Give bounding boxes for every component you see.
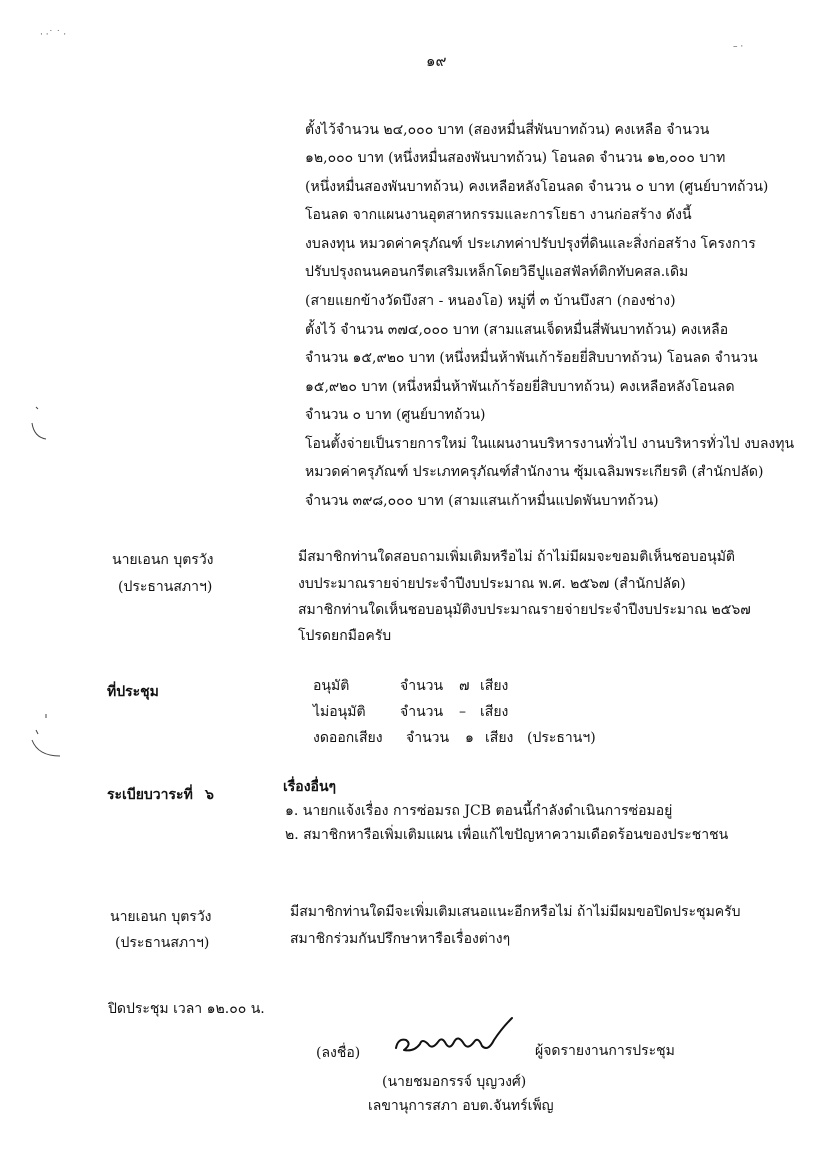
chair-statement-line: งบประมาณรายจ่ายประจำปีงบประมาณ พ.ศ. ๒๕๖๗ (สำนักปลัด) xyxy=(298,576,686,592)
vote-unit: เสียง xyxy=(480,704,509,720)
transfer-line: จำนวน ๐ บาท (ศูนย์บาทถ้วน) xyxy=(305,407,486,423)
vote-label-abstain: งดออกเสียง xyxy=(313,730,383,746)
vote-count-label: จำนวน xyxy=(400,704,444,720)
scan-noise-top-right: – · xyxy=(733,42,744,52)
scan-noise-top-left: · ·˙ ˙ · xyxy=(40,30,67,40)
vote-count-label: จำนวน xyxy=(400,678,444,694)
vote-unit: เสียง xyxy=(485,730,514,746)
transfer-line: ๑๕,๙๒๐ บาท (หนึ่งหมื่นห้าพันเก้าร้อยยี่สิบบาทถ้วน) คงเหลือหลังโอนลด xyxy=(305,379,735,395)
signatory-title: เลขานุการสภา อบต.จันทร์เพ็ญ xyxy=(368,1098,554,1114)
vote-label-approve: อนุมัติ xyxy=(313,678,350,694)
vote-note: (ประธานฯ) xyxy=(527,730,596,746)
agenda-item: ๒. สมาชิกหารือเพิ่มเติมแผน เพื่อแก้ไขปัญหาความเดือดร้อนของประชาชน xyxy=(285,827,729,843)
signatory-name: (นายชมอกรรจ์ บุญวงศ์) xyxy=(382,1074,527,1090)
transfer-line: โอนตั้งจ่ายเป็นรายการใหม่ ในแผนงานบริหารงานทั่วไป งานบริหารทั่วไป งบลงทุน xyxy=(305,436,795,452)
vote-count: – xyxy=(459,704,466,720)
transfer-line: โอนลด จากแผนงานอุตสาหกรรมและการโยธา งานก่อสร้าง ดังนี้ xyxy=(305,207,692,223)
vote-heading: ที่ประชุม xyxy=(107,684,159,700)
handwritten-signature xyxy=(392,1014,516,1060)
signature-role: ผู้จดรายงานการประชุม xyxy=(535,1043,675,1059)
agenda-label: ระเบียบวาระที่ xyxy=(107,787,193,803)
chair-statement-line: มีสมาชิกท่านใดสอบถามเพิ่มเติมหรือไม่ ถ้าไม่มีผมจะขอมติเห็นชอบอนุมัติ xyxy=(298,549,736,565)
transfer-line: จำนวน ๑๕,๙๒๐ บาท (หนึ่งหมื่นห้าพันเก้าร้อยยี่สิบบาทถ้วน) โอนลด จำนวน xyxy=(305,350,758,366)
transfer-line: (หนึ่งหมื่นสองพันบาทถ้วน) คงเหลือหลังโอนลด จำนวน ๐ บาท (ศูนย์บาทถ้วน) xyxy=(305,179,769,195)
signature-prefix: (ลงชื่อ) xyxy=(316,1045,361,1061)
transfer-line: ตั้งไว้จำนวน ๒๔,๐๐๐ บาท (สองหมื่นสี่พันบาทถ้วน) คงเหลือ จำนวน xyxy=(305,122,710,138)
agenda-number: ๖ xyxy=(205,787,214,803)
transfer-line: ปรับปรุงถนนคอนกรีตเสริมเหล็กโดยวิธีปูแอสฟัลท์ติกทับคสล.เดิม xyxy=(305,264,689,280)
chair-closing-line: มีสมาชิกท่านใดมีจะเพิ่มเติมเสนอแนะอีกหรือไม่ ถ้าไม่มีผมขอปิดประชุมครับ xyxy=(290,904,741,920)
agenda-title: เรื่องอื่นๆ xyxy=(283,779,337,795)
vote-count-label: จำนวน xyxy=(406,730,450,746)
transfer-line: หมวดค่าครุภัณฑ์ ประเภทครุภัณฑ์สำนักงาน ซุ้มเฉลิมพระเกียรติ (สำนักปลัด) xyxy=(305,464,764,480)
page-number: ๑๙ xyxy=(426,52,447,70)
vote-label-reject: ไม่อนุมัติ xyxy=(313,704,366,720)
transfer-line: ตั้งไว้ จำนวน ๓๗๔,๐๐๐ บาท (สามแสนเจ็ดหมื่นสี่พันบาทถ้วน) คงเหลือ xyxy=(305,322,729,338)
speaker-role: (ประธานสภาฯ) xyxy=(118,579,213,595)
transfer-line: (สายแยกข้างวัดบึงสา - หนองโอ) หมู่ที่ ๓ บ้านบึงสา (กองช่าง) xyxy=(305,293,676,309)
vote-count: ๑ xyxy=(465,730,474,746)
meeting-closing-time: ปิดประชุม เวลา ๑๒.๐๐ น. xyxy=(108,1001,265,1017)
vote-unit: เสียง xyxy=(480,678,509,694)
speaker-name: นายเอนก บุตรวัง xyxy=(112,552,214,568)
vote-count: ๗ xyxy=(459,678,470,694)
scan-mark-left xyxy=(26,405,56,445)
chair-closing-line: สมาชิกร่วมกันปรึกษาหารือเรื่องต่างๆ xyxy=(290,931,511,947)
speaker-name: นายเอนก บุตรวัง xyxy=(110,909,212,925)
speaker-role: (ประธานสภาฯ) xyxy=(115,935,210,951)
agenda-item: ๑. นายกแจ้งเรื่อง การซ่อมรถ JCB ตอนนี้กำลังดำเนินการซ่อมอยู่ xyxy=(285,803,673,819)
chair-statement-line: สมาชิกท่านใดเห็นชอบอนุมัติงบประมาณรายจ่ายประจำปีงบประมาณ ๒๕๖๗ xyxy=(298,602,751,618)
transfer-line: งบลงทุน หมวดค่าครุภัณฑ์ ประเภทค่าปรับปรุงที่ดินและสิ่งก่อสร้าง โครงการ xyxy=(305,236,756,252)
transfer-line: จำนวน ๓๙๘,๐๐๐ บาท (สามแสนเก้าหมื่นแปดพันบาทถ้วน) xyxy=(305,493,659,509)
chair-statement-line: โปรดยกมือครับ xyxy=(298,628,392,644)
scan-mark-left-2 xyxy=(24,710,64,760)
transfer-line: ๑๒,๐๐๐ บาท (หนึ่งหมื่นสองพันบาทถ้วน) โอนลด จำนวน ๑๒,๐๐๐ บาท xyxy=(305,150,726,166)
